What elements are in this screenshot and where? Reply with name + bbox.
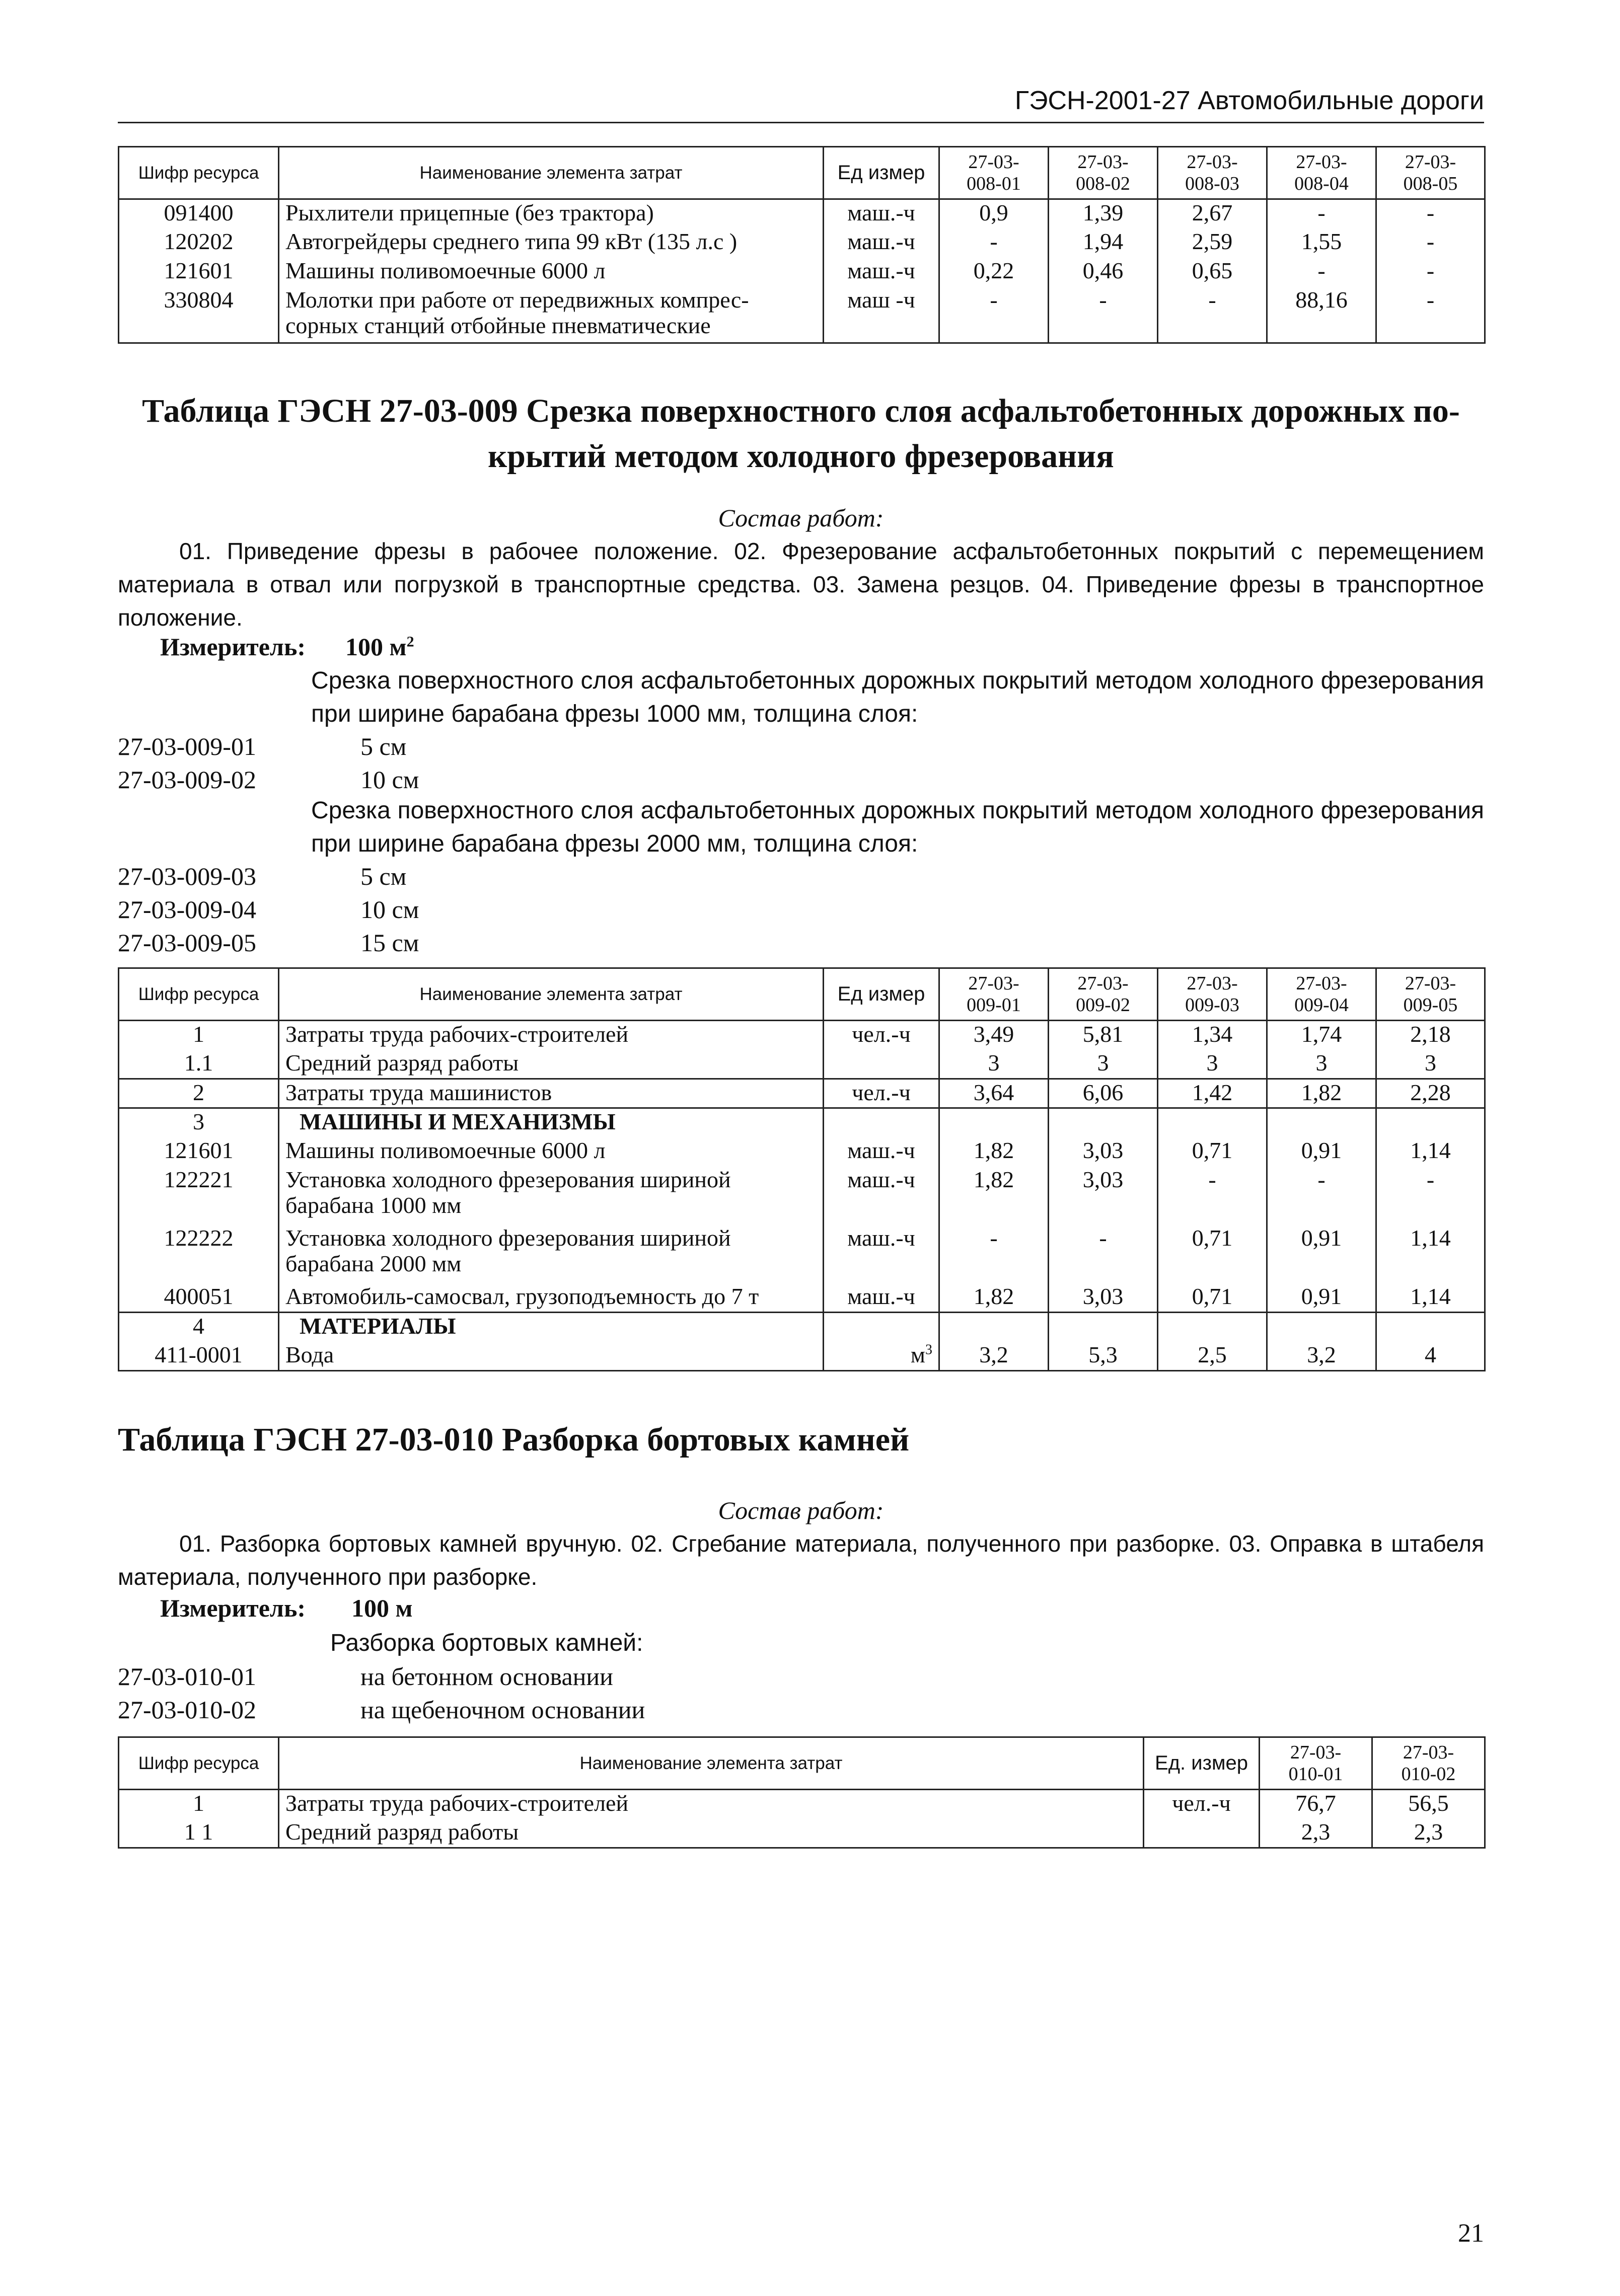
col-header-name: Наименование элемента затрат — [279, 1737, 1144, 1790]
works-heading: Состав работ: — [718, 504, 884, 532]
cell-name: Автомобиль-самосвал, грузоподъемность до 7 т — [279, 1283, 824, 1313]
running-header — [118, 86, 1484, 123]
table-row — [119, 1021, 1485, 1050]
col-header-norm: 27-03- 008-03 — [1158, 147, 1267, 199]
cell-value: 0,91 — [1267, 1283, 1376, 1313]
table-row — [119, 1283, 1485, 1313]
cell-value: - — [939, 1225, 1049, 1283]
col-header-norm: 27-03- 009-01 — [939, 968, 1049, 1021]
cell-code: 121601 — [119, 1137, 279, 1167]
table-row — [119, 1313, 1485, 1342]
cell-value: 3 — [1158, 1050, 1267, 1079]
table-row — [119, 1108, 1485, 1137]
cell-code: 400051 — [119, 1283, 279, 1313]
table-row — [119, 1790, 1485, 1819]
table-row — [119, 1225, 1485, 1283]
cell-value: 0,65 — [1158, 258, 1267, 287]
cell-value: 88,16 — [1267, 287, 1376, 343]
table-row — [119, 1819, 1485, 1848]
cell-value: 1,82 — [1267, 1079, 1376, 1108]
cell-value: - — [1376, 258, 1485, 287]
cell-value — [1267, 1108, 1376, 1137]
col-header-norm: 27-03- 009-05 — [1376, 968, 1485, 1021]
cell-unit: чел.-ч — [824, 1079, 939, 1108]
cell-value — [1376, 1108, 1485, 1137]
table-row — [119, 1050, 1485, 1079]
cell-value: 0,71 — [1158, 1283, 1267, 1313]
cell-value: 3,03 — [1049, 1283, 1158, 1313]
cell-value — [1049, 1108, 1158, 1137]
table-row — [119, 287, 1485, 343]
cell-value: 3 — [939, 1050, 1049, 1079]
cell-value: 0,71 — [1158, 1137, 1267, 1167]
cell-value — [1158, 1108, 1267, 1137]
col-header-unit: Ед. измер — [1144, 1737, 1260, 1790]
cell-value: - — [1376, 1167, 1485, 1225]
col-header-norm: 27-03- 008-02 — [1049, 147, 1158, 199]
cell-code: 330804 — [119, 287, 279, 343]
meter-value: 100 м — [351, 1594, 413, 1622]
cell-code: 091400 — [119, 199, 279, 228]
norm-code-label: 10 см — [360, 766, 419, 794]
norm-code-label: на щебеночном основании — [360, 1696, 645, 1724]
table-row — [119, 1137, 1485, 1167]
cell-value: 4 — [1376, 1342, 1485, 1371]
cell-name: Машины поливомоечные 6000 л — [279, 258, 824, 287]
cell-unit: маш.-ч — [824, 1225, 939, 1283]
cell-name: Затраты труда рабочих-строителей — [279, 1021, 824, 1050]
table-row — [119, 228, 1485, 258]
norm-code: 27-03-009-05 — [118, 929, 256, 957]
cell-value: 1,82 — [939, 1283, 1049, 1313]
cell-name: Установка холодного фрезерования шириной барабана 1000 мм — [279, 1167, 824, 1225]
cell-unit — [824, 1050, 939, 1079]
cell-code: 1 — [119, 1021, 279, 1050]
cell-code: 1 1 — [119, 1819, 279, 1848]
col-header-norm: 27-03- 009-03 — [1158, 968, 1267, 1021]
cell-value: 1,55 — [1267, 228, 1376, 258]
cell-value: 2,18 — [1376, 1021, 1485, 1050]
cell-value: 1,82 — [939, 1167, 1049, 1225]
cell-value: - — [1267, 199, 1376, 228]
cell-value: 0,22 — [939, 258, 1049, 287]
cell-code: 122221 — [119, 1167, 279, 1225]
cell-code: 120202 — [119, 228, 279, 258]
cell-value: 0,91 — [1267, 1137, 1376, 1167]
table-row — [119, 1079, 1485, 1108]
norm-code: 27-03-009-04 — [118, 895, 256, 924]
cell-value: 0,91 — [1267, 1225, 1376, 1283]
cell-value: 3 — [1376, 1050, 1485, 1079]
col-header-unit: Ед измер — [824, 968, 939, 1021]
works-heading: Состав работ: — [718, 1496, 884, 1524]
col-header-name: Наименование элемента затрат — [279, 147, 824, 199]
cell-value: - — [939, 228, 1049, 258]
cell-value: 3,2 — [1267, 1342, 1376, 1371]
cell-code: 121601 — [119, 258, 279, 287]
works-description: 01. Приведение фрезы в рабочее положение. 02. Фрезерование асфальтобетонных покрытий с перемещением материала в отвал или погрузкой в транспортные средства. 03. Замена резцов. 04. Приведение фрезы в транспортное положение. — [118, 538, 1484, 631]
cell-value: 5,3 — [1049, 1342, 1158, 1371]
cell-unit: чел.-ч — [824, 1021, 939, 1050]
norm-group-description: Срезка поверхностного слоя асфальтобетонных дорожных покрытий методом холодного фрезерования при ширине барабана фрезы 2000 мм, толщина слоя: — [311, 797, 1484, 857]
cell-value: 2,59 — [1158, 228, 1267, 258]
cell-value: - — [1376, 287, 1485, 343]
norm-code: 27-03-009-03 — [118, 862, 256, 890]
cell-value: 2,3 — [1372, 1819, 1485, 1848]
cell-value: 5,81 — [1049, 1021, 1158, 1050]
cell-name: Машины поливомоечные 6000 л — [279, 1137, 824, 1167]
cell-value: 2,3 — [1260, 1819, 1372, 1848]
cell-value: 3 — [1267, 1050, 1376, 1079]
cell-value: 3,64 — [939, 1079, 1049, 1108]
norm-code: 27-03-009-01 — [118, 732, 256, 760]
cell-value: 2,67 — [1158, 199, 1267, 228]
cell-unit — [824, 1342, 939, 1371]
meter-unit-superscript: 2 — [406, 633, 414, 650]
cell-value: 0,9 — [939, 199, 1049, 228]
cell-unit: маш.-ч — [824, 228, 939, 258]
cell-value: - — [1376, 228, 1485, 258]
cell-value: 1,74 — [1267, 1021, 1376, 1050]
cell-name: Средний разряд работы — [279, 1050, 824, 1079]
norm-code-label: 15 см — [360, 929, 419, 957]
col-header-norm: 27-03- 009-02 — [1049, 968, 1158, 1021]
cell-value — [1049, 1313, 1158, 1342]
cell-value: 56,5 — [1372, 1790, 1485, 1819]
norm-code: 27-03-010-02 — [118, 1696, 256, 1724]
col-header-norm: 27-03- 010-02 — [1372, 1737, 1485, 1790]
cell-value: - — [1158, 287, 1267, 343]
cell-unit: чел.-ч — [1144, 1790, 1260, 1819]
cell-unit: маш.-ч — [824, 1283, 939, 1313]
col-header-norm: 27-03- 008-04 — [1267, 147, 1376, 199]
table-row — [119, 1342, 1485, 1371]
cell-name: Затраты труда машинистов — [279, 1079, 824, 1108]
cell-unit: маш.-ч — [824, 258, 939, 287]
cell-value: 3,03 — [1049, 1167, 1158, 1225]
norm-group-description: Разборка бортовых камней: — [330, 1630, 643, 1656]
cell-unit: маш.-ч — [824, 1137, 939, 1167]
cell-name: МАШИНЫ И МЕХАНИЗМЫ — [279, 1108, 824, 1137]
table-27-03-008 — [118, 146, 1486, 344]
cell-value: 1,14 — [1376, 1283, 1485, 1313]
col-header-norm: 27-03- 009-04 — [1267, 968, 1376, 1021]
cell-name: Затраты труда рабочих-строителей — [279, 1790, 1144, 1819]
table-header-row — [119, 1737, 1485, 1790]
works-description: 01. Разборка бортовых камней вручную. 02. Сгребание материала, полученного при разборке. 03. Оправка в штабеля материала, полученного при разборке. — [118, 1530, 1484, 1590]
cell-value: 1,94 — [1049, 228, 1158, 258]
cell-value: - — [1267, 1167, 1376, 1225]
cell-unit: маш.-ч — [824, 1167, 939, 1225]
norm-group-description: Срезка поверхностного слоя асфальтобетонных дорожных покрытий методом холодного фрезерования при ширине барабана фрезы 1000 мм, толщина слоя: — [311, 667, 1484, 727]
table-27-03-009 — [118, 967, 1486, 1371]
norm-code: 27-03-010-01 — [118, 1662, 256, 1691]
cell-value: - — [939, 287, 1049, 343]
col-header-code: Шифр ресурса — [119, 147, 279, 199]
cell-value: 2,5 — [1158, 1342, 1267, 1371]
norm-code-label: на бетонном основании — [360, 1662, 613, 1691]
cell-value: - — [1376, 199, 1485, 228]
cell-unit — [824, 1108, 939, 1137]
cell-name: Автогрейдеры среднего типа 99 кВт (135 л.с ) — [279, 228, 824, 258]
cell-code: 2 — [119, 1079, 279, 1108]
cell-value: 0,46 — [1049, 258, 1158, 287]
running-title: ГЭСН-2001-27 Автомобильные дороги — [1014, 86, 1484, 115]
cell-value: - — [1158, 1167, 1267, 1225]
cell-code: 3 — [119, 1108, 279, 1137]
cell-value: 1,39 — [1049, 199, 1158, 228]
table-row — [119, 1167, 1485, 1225]
cell-name: Молотки при работе от передвижных компрес- сорных станций отбойные пневматические — [279, 287, 824, 343]
col-header-code: Шифр ресурса — [119, 1737, 279, 1790]
norm-code: 27-03-009-02 — [118, 766, 256, 794]
cell-value: 6,06 — [1049, 1079, 1158, 1108]
col-header-name: Наименование элемента затрат — [279, 968, 824, 1021]
table-header-row — [119, 968, 1485, 1021]
page-number: 21 — [1458, 2219, 1484, 2248]
cell-value: - — [1049, 287, 1158, 343]
section-title-27-03-010: Таблица ГЭСН 27-03-010 Разборка бортовых камней — [118, 1421, 910, 1458]
cell-value: - — [1049, 1225, 1158, 1283]
cell-unit — [1144, 1819, 1260, 1848]
cell-value: 1,82 — [939, 1137, 1049, 1167]
meter-label: Измеритель: — [160, 1594, 306, 1622]
cell-name: Вода — [279, 1342, 824, 1371]
cell-value: - — [1267, 258, 1376, 287]
cell-unit — [824, 1313, 939, 1342]
cell-value — [1267, 1313, 1376, 1342]
cell-value: 3,49 — [939, 1021, 1049, 1050]
norm-code-label: 5 см — [360, 732, 407, 760]
cell-value: 3,2 — [939, 1342, 1049, 1371]
cell-value: 1,14 — [1376, 1225, 1485, 1283]
cell-name: Средний разряд работы — [279, 1819, 1144, 1848]
meter-label: Измеритель: — [160, 633, 306, 661]
cell-value: 1,42 — [1158, 1079, 1267, 1108]
cell-code: 4 — [119, 1313, 279, 1342]
cell-unit: маш -ч — [824, 287, 939, 343]
meter-value-text: 100 м — [345, 633, 407, 661]
cell-value: 2,28 — [1376, 1079, 1485, 1108]
cell-value: 3 — [1049, 1050, 1158, 1079]
cell-value — [1376, 1313, 1485, 1342]
cell-name: Рыхлители прицепные (без трактора) — [279, 199, 824, 228]
section-title-27-03-009: Таблица ГЭСН 27-03-009 Срезка поверхностного слоя асфальтобетонных дорожных по- крытий методом холодного фрезерования — [142, 393, 1460, 475]
cell-code: 411-0001 — [119, 1342, 279, 1371]
cell-value: 3,03 — [1049, 1137, 1158, 1167]
norm-code-label: 10 см — [360, 895, 419, 924]
cell-value: 1,14 — [1376, 1137, 1485, 1167]
unit-superscript: 3 — [925, 1342, 932, 1358]
col-header-norm: 27-03- 010-01 — [1260, 1737, 1372, 1790]
cell-value: 0,71 — [1158, 1225, 1267, 1283]
cell-name: Установка холодного фрезерования шириной барабана 2000 мм — [279, 1225, 824, 1283]
cell-unit: маш.-ч — [824, 199, 939, 228]
cell-value — [939, 1313, 1049, 1342]
cell-name: МАТЕРИАЛЫ — [279, 1313, 824, 1342]
cell-code: 1 — [119, 1790, 279, 1819]
table-row — [119, 258, 1485, 287]
cell-value — [939, 1108, 1049, 1137]
table-header-row — [119, 147, 1485, 199]
cell-code: 122222 — [119, 1225, 279, 1283]
col-header-norm: 27-03- 008-05 — [1376, 147, 1485, 199]
cell-code: 1.1 — [119, 1050, 279, 1079]
table-27-03-010 — [118, 1736, 1486, 1849]
col-header-norm: 27-03- 008-01 — [939, 147, 1049, 199]
norm-code-label: 5 см — [360, 862, 407, 890]
unit-text: м — [910, 1341, 925, 1367]
cell-value: 76,7 — [1260, 1790, 1372, 1819]
col-header-unit: Ед измер — [824, 147, 939, 199]
meter-value — [345, 632, 414, 661]
cell-value — [1158, 1313, 1267, 1342]
col-header-code: Шифр ресурса — [119, 968, 279, 1021]
cell-value: 1,34 — [1158, 1021, 1267, 1050]
table-row — [119, 199, 1485, 228]
